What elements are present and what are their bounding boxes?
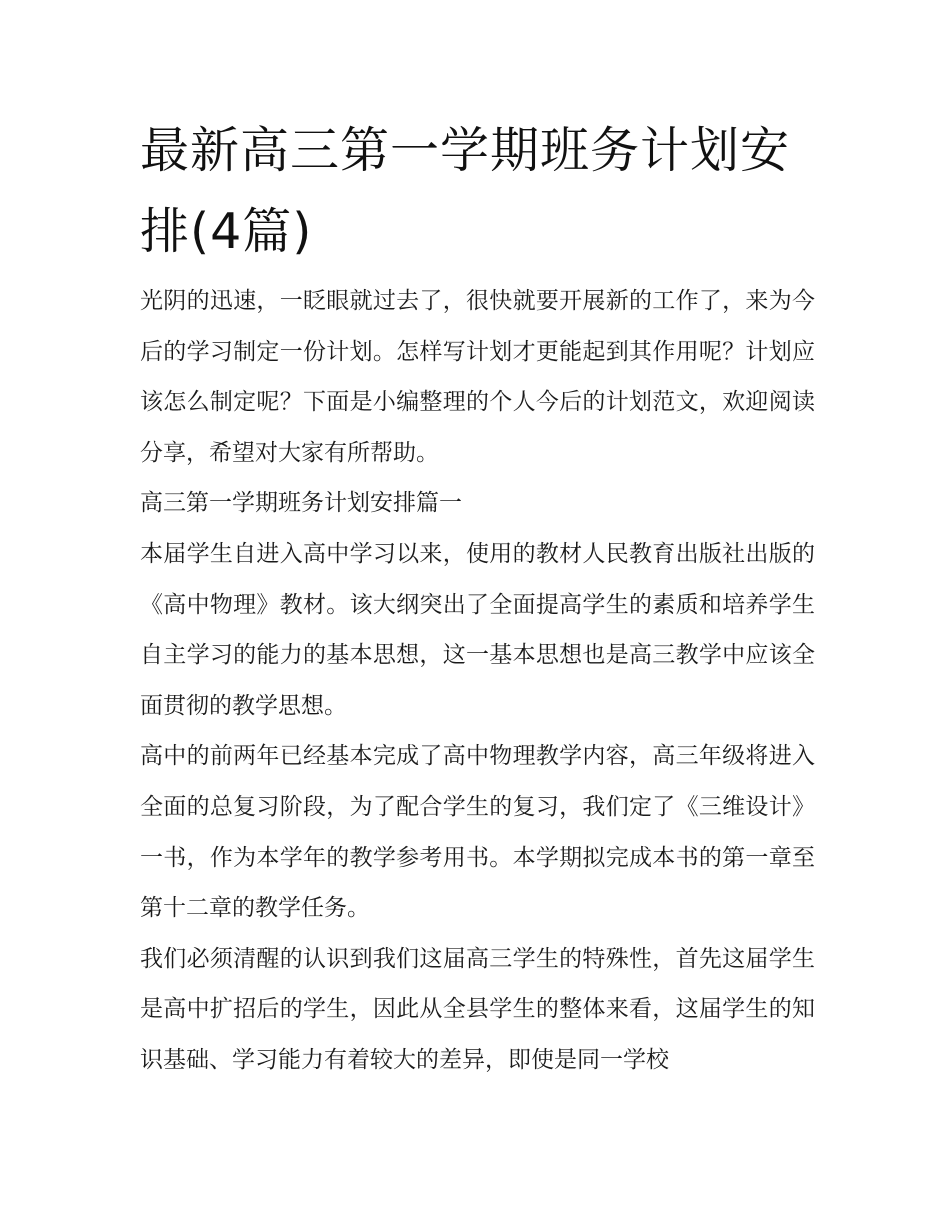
body-paragraph: 高中的前两年已经基本完成了高中物理教学内容，高三年级将进入全面的总复习阶段，为了配合学生的复习，我们定了《三维设计》一书，作为本学年的教学参考用书。本学期拟完成本书的第一章至第十二章的教学任务。 <box>140 743 815 922</box>
intro-paragraph: 光阴的迅速，一眨眼就过去了，很快就要开展新的工作了，来为今后的学习制定一份计划。怎样写计划才更能起到其作用呢？计划应该怎么制定呢？下面是小编整理的个人今后的计划范文，欢迎阅读分享，希望对大家有所帮助。 <box>140 288 815 466</box>
body-paragraph: 我们必须清醒的认识到我们这届高三学生的特殊性，首先这届学生是高中扩招后的学生，因此从全县学生的整体来看，这届学生的知识基础、学习能力有着较大的差异，即使是同一学校 <box>140 945 815 1073</box>
body-paragraph: 本届学生自进入高中学习以来，使用的教材人民教育出版社出版的《高中物理》教材。该大纲突出了全面提高学生的素质和培养学生自主学习的能力的基本思想，这一基本思想也是高三教学中应该全面贯彻的教学思想。 <box>140 540 815 719</box>
document-title: 最新高三第一学期班务计划安排(4篇) <box>140 122 791 260</box>
document-body <box>140 276 815 1086</box>
section-heading: 高三第一学期班务计划安排篇一 <box>140 490 462 517</box>
